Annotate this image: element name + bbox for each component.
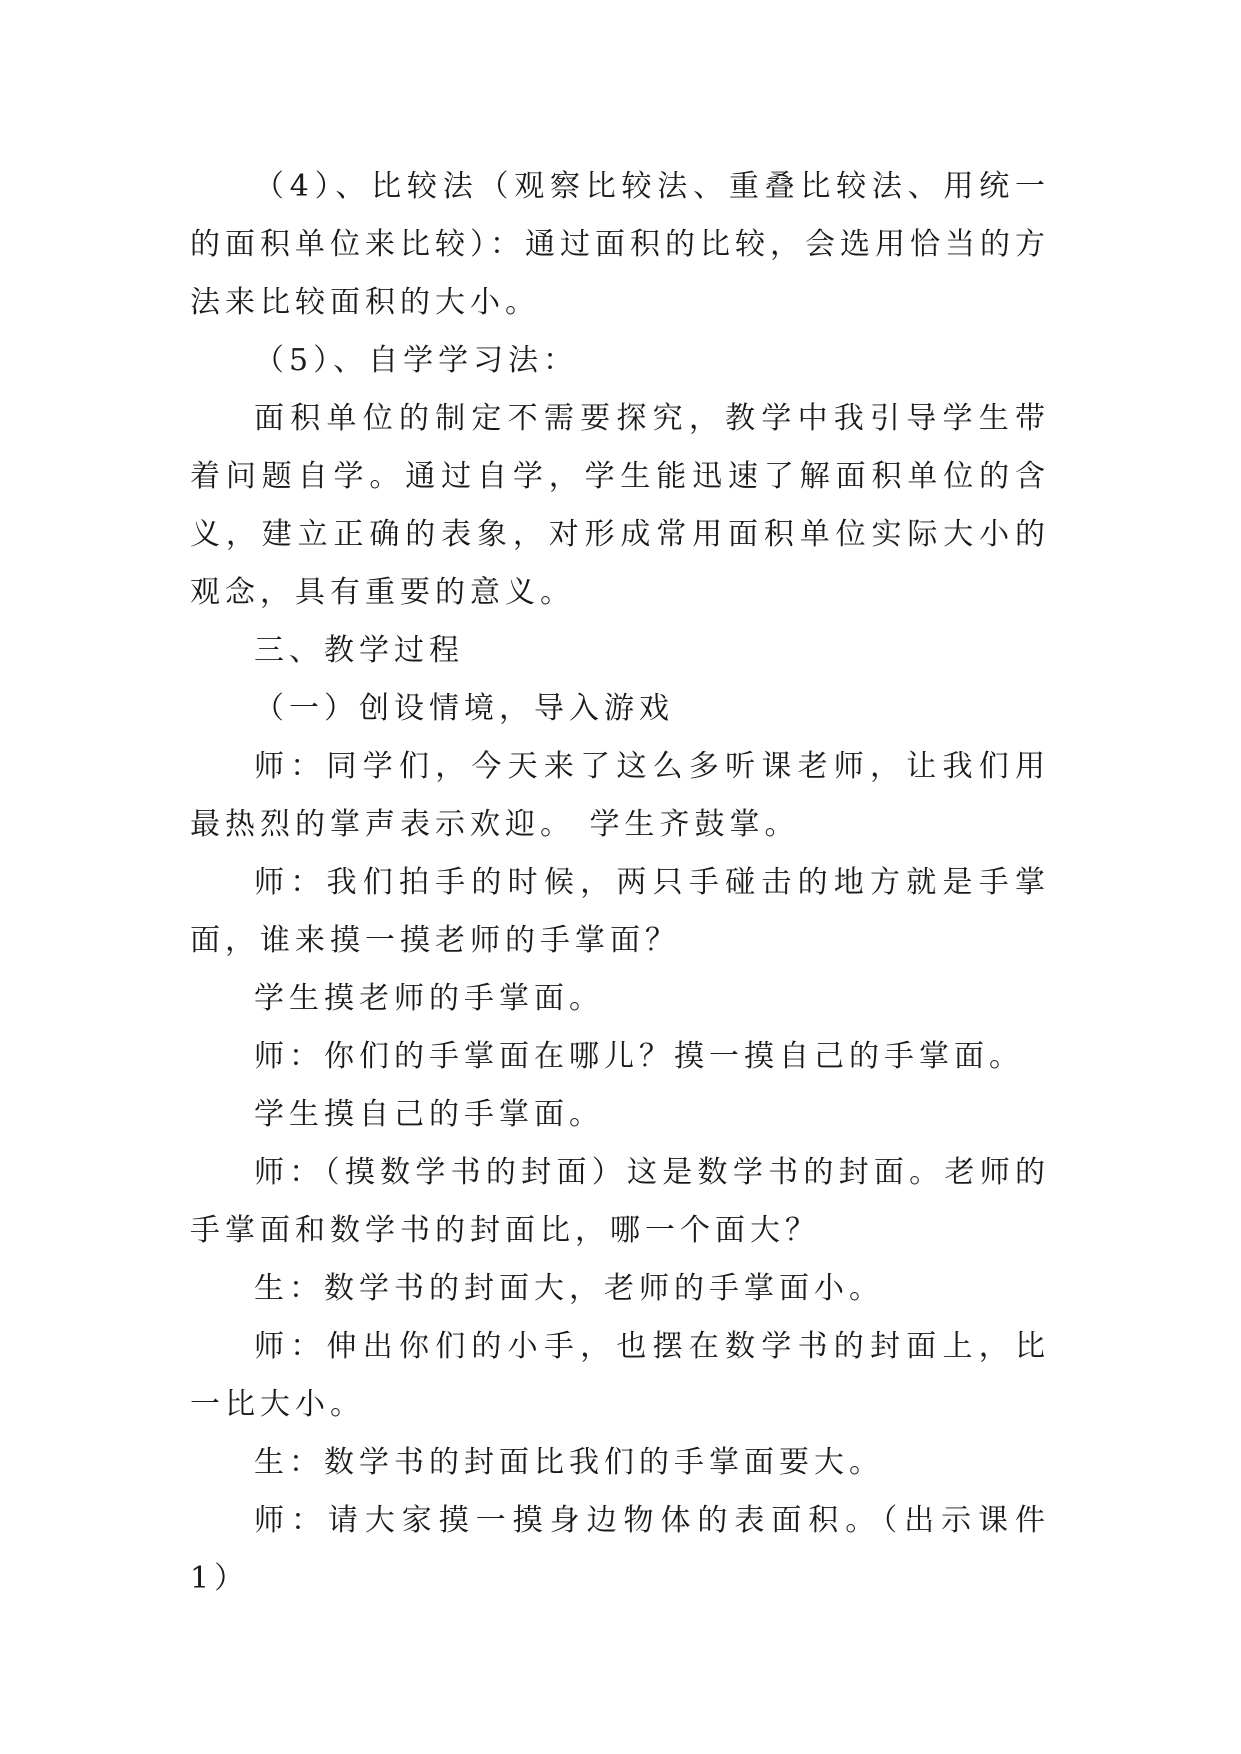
paragraph-self-study-body: 面积单位的制定不需要探究，教学中我引导学生带着问题自学。通过自学，学生能迅速了解面积单位的含义，建立正确的表象，对形成常用面积单位实际大小的观念，具有重要的意义。 — [190, 401, 1050, 610]
dialogue-paragraph: 师：同学们，今天来了这么多听课老师，让我们用最热烈的掌声表示欢迎。 学生齐鼓掌。 — [190, 749, 1050, 842]
dialogue-paragraph: 生：数学书的封面比我们的手掌面要大。 — [254, 1445, 884, 1480]
dialogue-paragraph: 师：请大家摸一摸身边物体的表面积。（出示课件1） — [190, 1503, 1050, 1596]
dialogue-paragraph: 学生摸自己的手掌面。 — [254, 1097, 604, 1132]
paragraph-comparison-method: （4）、比较法（观察比较法、重叠比较法、用统一的面积单位来比较）：通过面积的比较，会选用恰当的方法来比较面积的大小。 — [190, 169, 1050, 320]
dialogue-paragraph: 生：数学书的封面大，老师的手掌面小。 — [254, 1271, 884, 1306]
paragraph-self-study-heading: （5）、自学学习法： — [254, 343, 579, 378]
dialogue-paragraph: 师：我们拍手的时候，两只手碰击的地方就是手掌面，谁来摸一摸老师的手掌面？ — [190, 865, 1050, 958]
dialogue-paragraph: 师：伸出你们的小手，也摆在数学书的封面上，比一比大小。 — [190, 1329, 1050, 1422]
document-body — [190, 158, 1050, 1608]
dialogue-paragraph: 师：你们的手掌面在哪儿？摸一摸自己的手掌面。 — [254, 1039, 1024, 1074]
section-heading-teaching-process: 三、教学过程 — [254, 633, 464, 668]
subsection-heading-create-situation: （一）创设情境，导入游戏 — [254, 691, 674, 726]
dialogue-paragraph: 师：（摸数学书的封面）这是数学书的封面。老师的手掌面和数学书的封面比，哪一个面大？ — [190, 1155, 1050, 1248]
dialogue-paragraph: 学生摸老师的手掌面。 — [254, 981, 604, 1016]
